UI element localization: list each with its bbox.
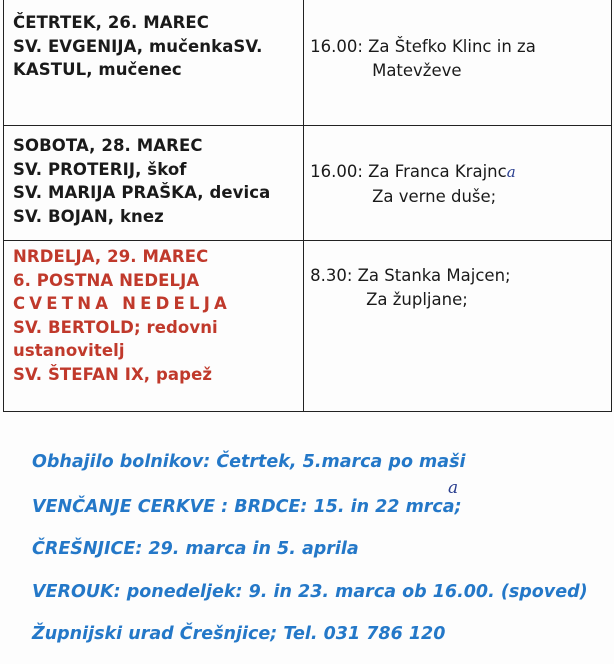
day-date: NRDELJA, 29. MAREC <box>13 247 209 266</box>
mass-intention: 16.00: Za Franca Krajnc <box>310 162 507 181</box>
mass-cell <box>304 241 612 412</box>
mass-cell <box>304 0 612 126</box>
mass-intention: Za župljane; <box>366 289 468 309</box>
schedule-row-thursday <box>4 0 612 126</box>
notice-catechism: VEROUK: ponedeljek: 9. in 23. marca ob 16.00. (spoved) <box>32 582 588 602</box>
schedule-row-sunday <box>4 241 612 412</box>
mass-intention: Matevževe <box>372 60 462 80</box>
schedule-row-saturday <box>4 126 612 241</box>
saint-line: SV. PROTERIJ, škof <box>13 159 187 179</box>
notice-weddings-text: VENČANJE CERKVE : BRDCE: 15. in 22 mrca; <box>32 497 462 517</box>
handwritten-suffix: a <box>506 163 516 181</box>
handwritten-correction: a <box>448 478 459 498</box>
notice-weddings <box>32 497 462 517</box>
notice-sick-communion: Obhajilo bolnikov: Četrtek, 5.marca po maši <box>32 452 466 472</box>
day-date: ČETRTEK, 26. MAREC <box>13 13 209 32</box>
mass-schedule-table <box>3 0 612 412</box>
saint-line: SV. MARIJA PRAŠKA, devica <box>13 183 271 202</box>
mass-intention: Za verne duše; <box>372 186 497 206</box>
notice-parish-office: Župnijski urad Črešnjice; Tel. 031 786 120 <box>32 624 446 644</box>
saint-line: SV. BERTOLD; redovni <box>13 317 218 337</box>
saint-line: ustanovitelj <box>13 341 125 360</box>
mass-intention: 16.00: Za Štefko Klinc in za <box>310 37 536 56</box>
feast-title: 6. POSTNA NEDELJA <box>13 270 200 290</box>
mass-cell <box>304 126 612 241</box>
saint-line: SV. BOJAN, knez <box>13 206 164 226</box>
day-cell <box>4 241 304 412</box>
saint-line: SV. ŠTEFAN IX, papež <box>13 364 213 384</box>
mass-intention: 8.30: Za Stanka Majcen; <box>310 266 511 285</box>
notice-cresnjice: ČREŠNJICE: 29. marca in 5. aprila <box>32 539 359 559</box>
saint-line: SV. EVGENIJA, mučenkaSV. <box>13 36 263 56</box>
saint-line: KASTUL, mučenec <box>13 60 182 79</box>
day-date: SOBOTA, 28. MAREC <box>13 136 203 155</box>
feast-name: CVETNA NEDELJA <box>13 294 231 313</box>
day-cell <box>4 126 304 241</box>
day-cell <box>4 0 304 126</box>
